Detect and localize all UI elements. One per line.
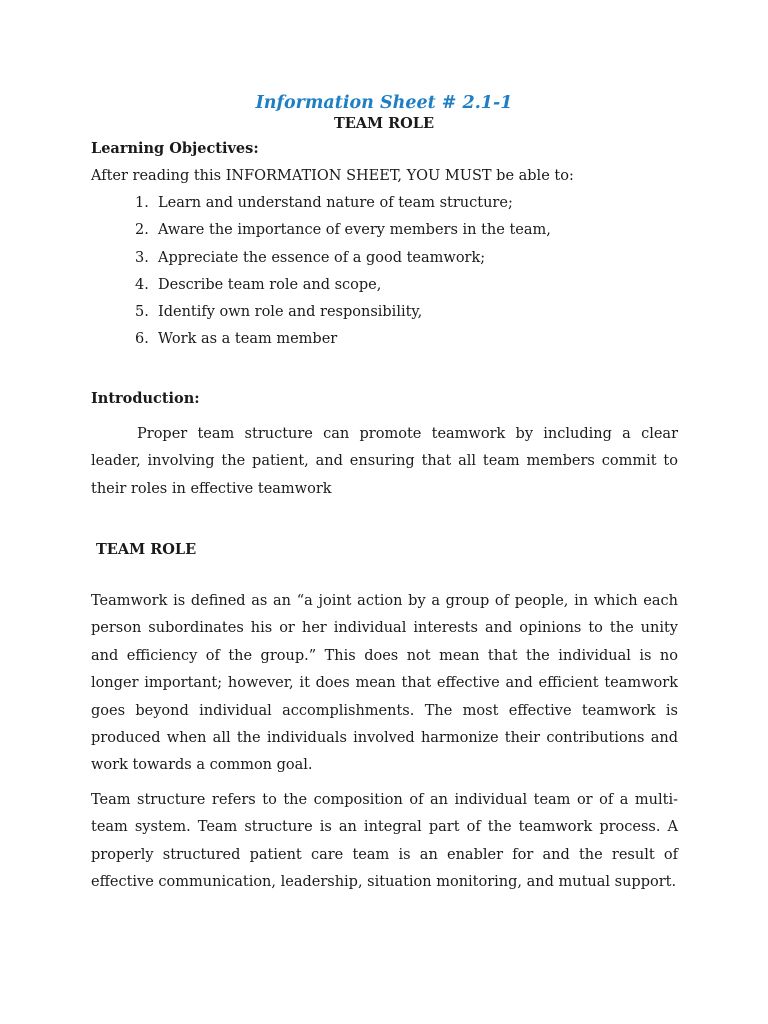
- document-title: Information Sheet # 2.1-1: [255, 93, 513, 113]
- list-item-text: Identify own role and responsibility,: [158, 304, 423, 321]
- list-item-number: 3.: [135, 249, 149, 266]
- objectives-lead-text: After reading this INFORMATION SHEET, YOU MUST be able to:: [91, 168, 574, 184]
- team-role-paragraph-2: Team structure refers to the composition of an individual team or of a multi-team system. Team structure is an integral part of the teamwork process. A properly structured patient care team is an enabler for and the result of effective communication, leadership, situation monitoring, and mutual support.: [91, 792, 678, 891]
- list-item-text: Learn and understand nature of team structure;: [158, 195, 513, 211]
- list-item-text: Work as a team member: [158, 331, 338, 348]
- list-item-number: 1.: [135, 195, 149, 211]
- list-item-number: 5.: [135, 304, 149, 321]
- list-item-text: Aware the importance of every members in the team,: [158, 222, 551, 239]
- list-item: [135, 220, 551, 247]
- team-role-paragraph-1: Teamwork is defined as an “a joint action by a group of people, in which each person subordinates his or her individual interests and opinions to the unity and efficiency of the group.” This does not mean that the individual is no longer important; however, it does mean that effective and efficient teamwork goes beyond individual accomplishments. The most effective teamwork is produced when all the individuals involved harmonize their contributions and work towards a common goal.: [91, 593, 678, 774]
- learning-objectives-heading: Learning Objectives:: [91, 140, 259, 157]
- document-subtitle: TEAM ROLE: [333, 115, 435, 132]
- list-item: [135, 329, 551, 356]
- list-item-text: Appreciate the essence of a good teamwork;: [158, 249, 486, 266]
- list-item: [135, 302, 551, 329]
- list-item: [135, 248, 551, 275]
- team-role-heading: TEAM ROLE: [96, 541, 197, 558]
- objectives-list: [135, 193, 551, 357]
- list-item-text: Describe team role and scope,: [158, 276, 382, 293]
- list-item: [135, 275, 551, 302]
- introduction-paragraph: Proper team structure can promote teamwork by including a clear leader, involving the patient, and ensuring that all team members commit to their roles in effective teamwork: [91, 426, 678, 497]
- list-item-number: 6.: [135, 331, 149, 348]
- list-item: [135, 193, 551, 220]
- introduction-heading: Introduction:: [91, 390, 200, 407]
- list-item-number: 4.: [135, 276, 149, 293]
- list-item-number: 2.: [135, 222, 149, 239]
